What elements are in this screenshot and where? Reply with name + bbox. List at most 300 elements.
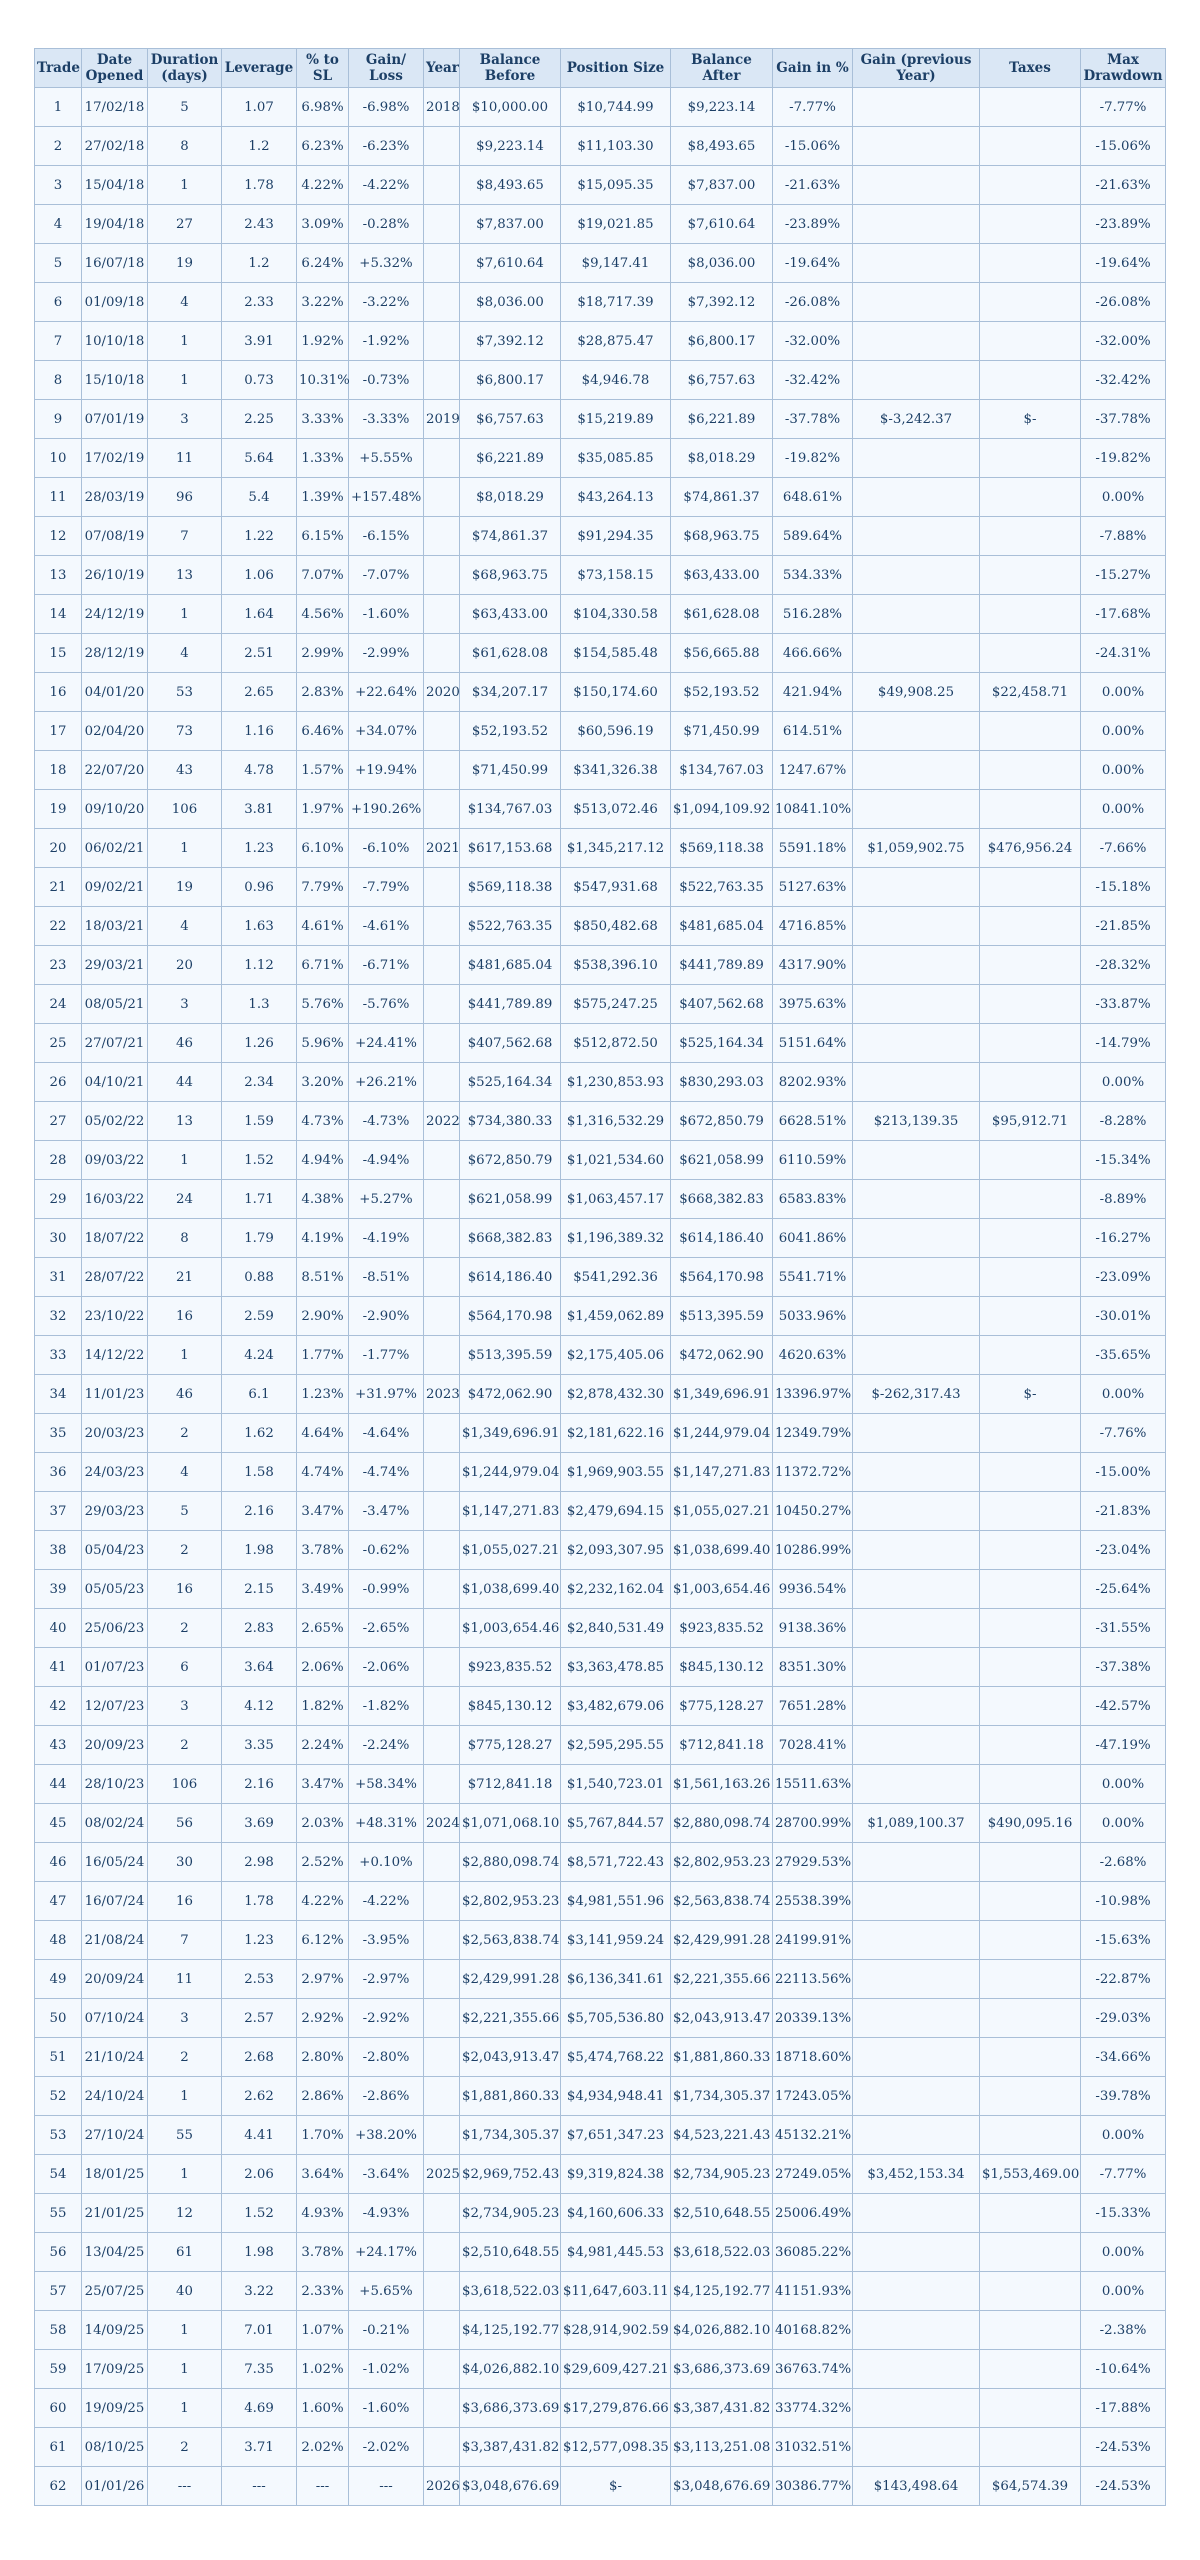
- cell-leverage: 1.64: [222, 595, 297, 634]
- cell-pct-to-sl: 2.33%: [297, 2272, 349, 2311]
- cell-gain-pct: -37.78%: [773, 400, 853, 439]
- cell-year: [424, 1843, 460, 1882]
- cell-leverage: 4.78: [222, 751, 297, 790]
- cell-position-size: $1,230,853.93: [561, 1063, 671, 1102]
- col-header-taxes: Taxes: [980, 49, 1081, 88]
- cell-year: 2026: [424, 2467, 460, 2506]
- table-row: [35, 1882, 1166, 1921]
- cell-gain-pct: 4317.90%: [773, 946, 853, 985]
- cell-gain-pct: 7028.41%: [773, 1726, 853, 1765]
- cell-position-size: $11,103.30: [561, 127, 671, 166]
- cell-balance-before: $1,071,068.10: [460, 1804, 561, 1843]
- col-header-position-size: Position Size: [561, 49, 671, 88]
- cell-date-opened: 09/03/22: [82, 1141, 148, 1180]
- cell-max-drawdown: -7.77%: [1081, 2155, 1166, 2194]
- cell-date-opened: 02/04/20: [82, 712, 148, 751]
- cell-gain-pct: 22113.56%: [773, 1960, 853, 1999]
- cell-max-drawdown: -15.27%: [1081, 556, 1166, 595]
- cell-leverage: 4.24: [222, 1336, 297, 1375]
- cell-leverage: 2.15: [222, 1570, 297, 1609]
- cell-max-drawdown: -33.87%: [1081, 985, 1166, 1024]
- cell-duration: 5: [148, 1492, 222, 1531]
- cell-gain-pct: 15511.63%: [773, 1765, 853, 1804]
- cell-pct-to-sl: 2.52%: [297, 1843, 349, 1882]
- cell-date-opened: 05/02/22: [82, 1102, 148, 1141]
- cell-gain-loss: -0.28%: [349, 205, 424, 244]
- cell-taxes: [980, 1921, 1081, 1960]
- cell-duration: 73: [148, 712, 222, 751]
- cell-gain-pct: 8202.93%: [773, 1063, 853, 1102]
- cell-balance-before: $923,835.52: [460, 1648, 561, 1687]
- cell-duration: 16: [148, 1570, 222, 1609]
- cell-gain-loss: -1.92%: [349, 322, 424, 361]
- table-row: [35, 2155, 1166, 2194]
- cell-gain-loss: +31.97%: [349, 1375, 424, 1414]
- cell-balance-before: $7,392.12: [460, 322, 561, 361]
- cell-gain-pct: -26.08%: [773, 283, 853, 322]
- cell-gain-prev-year: [853, 556, 980, 595]
- cell-gain-prev-year: [853, 868, 980, 907]
- cell-gain-prev-year: [853, 1258, 980, 1297]
- cell-taxes: [980, 1297, 1081, 1336]
- cell-pct-to-sl: 6.10%: [297, 829, 349, 868]
- cell-year: [424, 1531, 460, 1570]
- cell-leverage: 1.06: [222, 556, 297, 595]
- cell-max-drawdown: -15.06%: [1081, 127, 1166, 166]
- cell-taxes: [980, 1219, 1081, 1258]
- cell-leverage: 1.16: [222, 712, 297, 751]
- table-row: [35, 127, 1166, 166]
- cell-trade-number: 17: [35, 712, 82, 751]
- cell-gain-prev-year: $-262,317.43: [853, 1375, 980, 1414]
- cell-date-opened: 04/10/21: [82, 1063, 148, 1102]
- cell-balance-before: $2,880,098.74: [460, 1843, 561, 1882]
- cell-gain-loss: -3.64%: [349, 2155, 424, 2194]
- cell-max-drawdown: -17.88%: [1081, 2389, 1166, 2428]
- cell-gain-loss: -4.74%: [349, 1453, 424, 1492]
- cell-leverage: 2.53: [222, 1960, 297, 1999]
- cell-duration: 4: [148, 1453, 222, 1492]
- cell-gain-loss: +48.31%: [349, 1804, 424, 1843]
- cell-leverage: 3.81: [222, 790, 297, 829]
- table-row: [35, 1687, 1166, 1726]
- cell-gain-loss: +5.65%: [349, 2272, 424, 2311]
- cell-balance-before: $569,118.38: [460, 868, 561, 907]
- cell-gain-prev-year: [853, 361, 980, 400]
- cell-duration: 19: [148, 244, 222, 283]
- table-row: [35, 2311, 1166, 2350]
- cell-gain-loss: -6.23%: [349, 127, 424, 166]
- cell-balance-after: $522,763.35: [671, 868, 773, 907]
- cell-date-opened: 22/07/20: [82, 751, 148, 790]
- table-row: [35, 907, 1166, 946]
- cell-pct-to-sl: 2.80%: [297, 2038, 349, 2077]
- cell-pct-to-sl: 1.07%: [297, 2311, 349, 2350]
- cell-balance-before: $3,618,522.03: [460, 2272, 561, 2311]
- cell-leverage: 2.16: [222, 1492, 297, 1531]
- cell-leverage: 3.64: [222, 1648, 297, 1687]
- cell-gain-prev-year: [853, 205, 980, 244]
- cell-balance-before: $1,055,027.21: [460, 1531, 561, 1570]
- cell-year: [424, 1141, 460, 1180]
- cell-gain-prev-year: [853, 1882, 980, 1921]
- trade-table: [34, 48, 1166, 2506]
- cell-balance-before: $63,433.00: [460, 595, 561, 634]
- cell-position-size: $2,479,694.15: [561, 1492, 671, 1531]
- cell-date-opened: 16/03/22: [82, 1180, 148, 1219]
- cell-trade-number: 18: [35, 751, 82, 790]
- cell-position-size: $6,136,341.61: [561, 1960, 671, 1999]
- cell-gain-loss: +5.32%: [349, 244, 424, 283]
- cell-date-opened: 20/09/23: [82, 1726, 148, 1765]
- cell-pct-to-sl: 4.74%: [297, 1453, 349, 1492]
- cell-balance-after: $3,113,251.08: [671, 2428, 773, 2467]
- cell-leverage: 1.52: [222, 2194, 297, 2233]
- cell-position-size: $9,147.41: [561, 244, 671, 283]
- cell-date-opened: 04/01/20: [82, 673, 148, 712]
- table-row: [35, 517, 1166, 556]
- table-row: [35, 1921, 1166, 1960]
- cell-date-opened: 01/01/26: [82, 2467, 148, 2506]
- cell-taxes: [980, 166, 1081, 205]
- cell-trade-number: 32: [35, 1297, 82, 1336]
- cell-balance-before: $8,036.00: [460, 283, 561, 322]
- cell-trade-number: 23: [35, 946, 82, 985]
- table-row: [35, 751, 1166, 790]
- cell-gain-loss: -2.06%: [349, 1648, 424, 1687]
- cell-leverage: 3.22: [222, 2272, 297, 2311]
- cell-duration: 4: [148, 634, 222, 673]
- cell-taxes: [980, 712, 1081, 751]
- cell-taxes: [980, 2233, 1081, 2272]
- cell-gain-loss: +22.64%: [349, 673, 424, 712]
- cell-balance-after: $569,118.38: [671, 829, 773, 868]
- cell-gain-prev-year: [853, 478, 980, 517]
- cell-trade-number: 52: [35, 2077, 82, 2116]
- cell-balance-after: $712,841.18: [671, 1726, 773, 1765]
- cell-taxes: [980, 790, 1081, 829]
- cell-balance-before: $525,164.34: [460, 1063, 561, 1102]
- cell-duration: 2: [148, 1609, 222, 1648]
- cell-year: [424, 205, 460, 244]
- cell-leverage: 6.1: [222, 1375, 297, 1414]
- cell-gain-prev-year: [853, 2272, 980, 2311]
- cell-gain-prev-year: [853, 2350, 980, 2389]
- cell-trade-number: 12: [35, 517, 82, 556]
- cell-duration: 1: [148, 2155, 222, 2194]
- cell-trade-number: 36: [35, 1453, 82, 1492]
- cell-leverage: ---: [222, 2467, 297, 2506]
- cell-balance-after: $923,835.52: [671, 1609, 773, 1648]
- cell-gain-pct: 6583.83%: [773, 1180, 853, 1219]
- cell-trade-number: 26: [35, 1063, 82, 1102]
- cell-gain-pct: 33774.32%: [773, 2389, 853, 2428]
- table-row: [35, 2077, 1166, 2116]
- cell-year: [424, 244, 460, 283]
- cell-gain-pct: 11372.72%: [773, 1453, 853, 1492]
- cell-gain-prev-year: [853, 907, 980, 946]
- cell-trade-number: 22: [35, 907, 82, 946]
- cell-year: 2019: [424, 400, 460, 439]
- table-row: [35, 1609, 1166, 1648]
- cell-balance-after: $564,170.98: [671, 1258, 773, 1297]
- cell-leverage: 2.43: [222, 205, 297, 244]
- cell-leverage: 5.64: [222, 439, 297, 478]
- cell-trade-number: 33: [35, 1336, 82, 1375]
- cell-gain-prev-year: [853, 1921, 980, 1960]
- cell-date-opened: 14/09/25: [82, 2311, 148, 2350]
- table-row: [35, 322, 1166, 361]
- cell-balance-before: $68,963.75: [460, 556, 561, 595]
- table-row: [35, 1297, 1166, 1336]
- cell-max-drawdown: 0.00%: [1081, 2116, 1166, 2155]
- cell-trade-number: 47: [35, 1882, 82, 1921]
- cell-max-drawdown: -7.77%: [1081, 88, 1166, 127]
- table-row: [35, 478, 1166, 517]
- cell-date-opened: 18/03/21: [82, 907, 148, 946]
- cell-gain-loss: +26.21%: [349, 1063, 424, 1102]
- cell-position-size: $10,744.99: [561, 88, 671, 127]
- cell-gain-prev-year: [853, 1687, 980, 1726]
- cell-leverage: 1.23: [222, 829, 297, 868]
- cell-gain-pct: 45132.21%: [773, 2116, 853, 2155]
- table-row: [35, 2116, 1166, 2155]
- cell-duration: 20: [148, 946, 222, 985]
- cell-duration: 2: [148, 1414, 222, 1453]
- cell-taxes: [980, 1726, 1081, 1765]
- cell-duration: 1: [148, 2311, 222, 2350]
- cell-trade-number: 58: [35, 2311, 82, 2350]
- cell-gain-pct: 8351.30%: [773, 1648, 853, 1687]
- table-row: [35, 439, 1166, 478]
- cell-date-opened: 05/04/23: [82, 1531, 148, 1570]
- cell-gain-prev-year: $143,498.64: [853, 2467, 980, 2506]
- cell-gain-prev-year: [853, 2038, 980, 2077]
- cell-balance-after: $2,043,913.47: [671, 1999, 773, 2038]
- cell-balance-before: $1,349,696.91: [460, 1414, 561, 1453]
- cell-pct-to-sl: 6.71%: [297, 946, 349, 985]
- cell-gain-loss: ---: [349, 2467, 424, 2506]
- cell-duration: 96: [148, 478, 222, 517]
- cell-gain-prev-year: [853, 1492, 980, 1531]
- cell-max-drawdown: -15.34%: [1081, 1141, 1166, 1180]
- cell-balance-after: $2,429,991.28: [671, 1921, 773, 1960]
- cell-balance-before: $845,130.12: [460, 1687, 561, 1726]
- cell-date-opened: 29/03/21: [82, 946, 148, 985]
- cell-trade-number: 7: [35, 322, 82, 361]
- cell-balance-before: $775,128.27: [460, 1726, 561, 1765]
- cell-pct-to-sl: 4.22%: [297, 1882, 349, 1921]
- cell-gain-prev-year: [853, 283, 980, 322]
- cell-gain-pct: -19.82%: [773, 439, 853, 478]
- cell-year: [424, 946, 460, 985]
- cell-balance-after: $845,130.12: [671, 1648, 773, 1687]
- cell-pct-to-sl: 4.56%: [297, 595, 349, 634]
- cell-gain-prev-year: $1,059,902.75: [853, 829, 980, 868]
- cell-duration: 2: [148, 1531, 222, 1570]
- cell-gain-loss: +19.94%: [349, 751, 424, 790]
- cell-taxes: [980, 751, 1081, 790]
- cell-balance-after: $3,686,373.69: [671, 2350, 773, 2389]
- cell-gain-loss: -6.71%: [349, 946, 424, 985]
- cell-balance-before: $1,244,979.04: [460, 1453, 561, 1492]
- cell-max-drawdown: -15.63%: [1081, 1921, 1166, 1960]
- cell-date-opened: 28/12/19: [82, 634, 148, 673]
- cell-balance-before: $1,734,305.37: [460, 2116, 561, 2155]
- cell-year: [424, 1063, 460, 1102]
- cell-gain-pct: 24199.91%: [773, 1921, 853, 1960]
- cell-gain-pct: 6628.51%: [773, 1102, 853, 1141]
- cell-max-drawdown: 0.00%: [1081, 1375, 1166, 1414]
- cell-leverage: 1.59: [222, 1102, 297, 1141]
- cell-year: 2020: [424, 673, 460, 712]
- cell-balance-before: $513,395.59: [460, 1336, 561, 1375]
- cell-duration: 7: [148, 517, 222, 556]
- cell-leverage: 2.98: [222, 1843, 297, 1882]
- cell-leverage: 0.96: [222, 868, 297, 907]
- cell-balance-after: $61,628.08: [671, 595, 773, 634]
- cell-gain-prev-year: [853, 2194, 980, 2233]
- cell-gain-pct: 9138.36%: [773, 1609, 853, 1648]
- cell-leverage: 4.12: [222, 1687, 297, 1726]
- cell-year: [424, 2233, 460, 2272]
- cell-balance-after: $2,802,953.23: [671, 1843, 773, 1882]
- cell-trade-number: 5: [35, 244, 82, 283]
- cell-date-opened: 06/02/21: [82, 829, 148, 868]
- cell-gain-pct: 5127.63%: [773, 868, 853, 907]
- cell-duration: 19: [148, 868, 222, 907]
- cell-position-size: $2,840,531.49: [561, 1609, 671, 1648]
- cell-leverage: 0.73: [222, 361, 297, 400]
- cell-balance-before: $1,038,699.40: [460, 1570, 561, 1609]
- table-row: [35, 2428, 1166, 2467]
- cell-trade-number: 16: [35, 673, 82, 712]
- cell-pct-to-sl: 2.06%: [297, 1648, 349, 1687]
- cell-date-opened: 20/03/23: [82, 1414, 148, 1453]
- cell-gain-prev-year: [853, 2077, 980, 2116]
- cell-gain-prev-year: [853, 244, 980, 283]
- cell-year: 2025: [424, 2155, 460, 2194]
- cell-duration: 1: [148, 361, 222, 400]
- table-row: [35, 1258, 1166, 1297]
- cell-gain-pct: 41151.93%: [773, 2272, 853, 2311]
- cell-pct-to-sl: 1.23%: [297, 1375, 349, 1414]
- cell-year: [424, 2116, 460, 2155]
- cell-max-drawdown: -17.68%: [1081, 595, 1166, 634]
- cell-date-opened: 27/02/18: [82, 127, 148, 166]
- cell-duration: 24: [148, 1180, 222, 1219]
- cell-balance-after: $1,244,979.04: [671, 1414, 773, 1453]
- cell-max-drawdown: -24.53%: [1081, 2428, 1166, 2467]
- table-row: [35, 985, 1166, 1024]
- cell-taxes: [980, 868, 1081, 907]
- cell-gain-prev-year: [853, 166, 980, 205]
- cell-trade-number: 30: [35, 1219, 82, 1258]
- cell-year: [424, 1648, 460, 1687]
- cell-duration: 106: [148, 790, 222, 829]
- cell-balance-before: $6,800.17: [460, 361, 561, 400]
- cell-date-opened: 28/03/19: [82, 478, 148, 517]
- cell-max-drawdown: 0.00%: [1081, 1765, 1166, 1804]
- cell-pct-to-sl: 2.99%: [297, 634, 349, 673]
- cell-balance-after: $668,382.83: [671, 1180, 773, 1219]
- cell-gain-prev-year: [853, 127, 980, 166]
- cell-pct-to-sl: 3.49%: [297, 1570, 349, 1609]
- cell-gain-pct: 25538.39%: [773, 1882, 853, 1921]
- cell-gain-prev-year: [853, 985, 980, 1024]
- cell-taxes: [980, 634, 1081, 673]
- cell-date-opened: 25/06/23: [82, 1609, 148, 1648]
- cell-pct-to-sl: 4.93%: [297, 2194, 349, 2233]
- cell-position-size: $5,474,768.22: [561, 2038, 671, 2077]
- cell-max-drawdown: -7.76%: [1081, 1414, 1166, 1453]
- cell-trade-number: 44: [35, 1765, 82, 1804]
- cell-gain-pct: 28700.99%: [773, 1804, 853, 1843]
- cell-pct-to-sl: 6.46%: [297, 712, 349, 751]
- cell-taxes: $476,956.24: [980, 829, 1081, 868]
- col-header-max-drawdown: Max Drawdown: [1081, 49, 1166, 88]
- cell-balance-before: $9,223.14: [460, 127, 561, 166]
- cell-trade-number: 24: [35, 985, 82, 1024]
- cell-gain-loss: +0.10%: [349, 1843, 424, 1882]
- cell-leverage: 2.34: [222, 1063, 297, 1102]
- cell-balance-after: $1,881,860.33: [671, 2038, 773, 2077]
- table-row: [35, 673, 1166, 712]
- cell-leverage: 3.71: [222, 2428, 297, 2467]
- cell-gain-pct: -32.00%: [773, 322, 853, 361]
- cell-date-opened: 24/03/23: [82, 1453, 148, 1492]
- cell-gain-pct: -19.64%: [773, 244, 853, 283]
- cell-position-size: $150,174.60: [561, 673, 671, 712]
- cell-trade-number: 56: [35, 2233, 82, 2272]
- cell-taxes: [980, 1063, 1081, 1102]
- cell-gain-loss: -1.60%: [349, 2389, 424, 2428]
- cell-position-size: $1,969,903.55: [561, 1453, 671, 1492]
- cell-pct-to-sl: 7.07%: [297, 556, 349, 595]
- cell-trade-number: 53: [35, 2116, 82, 2155]
- cell-duration: 1: [148, 1336, 222, 1375]
- cell-date-opened: 08/05/21: [82, 985, 148, 1024]
- cell-taxes: [980, 2311, 1081, 2350]
- cell-year: [424, 1453, 460, 1492]
- table-row: [35, 556, 1166, 595]
- cell-position-size: $1,063,457.17: [561, 1180, 671, 1219]
- cell-leverage: 1.12: [222, 946, 297, 985]
- cell-date-opened: 21/01/25: [82, 2194, 148, 2233]
- cell-gain-pct: 10841.10%: [773, 790, 853, 829]
- cell-duration: 4: [148, 283, 222, 322]
- cell-balance-before: $4,026,882.10: [460, 2350, 561, 2389]
- col-header-pct-to-sl: % to SL: [297, 49, 349, 88]
- cell-date-opened: 20/09/24: [82, 1960, 148, 1999]
- cell-trade-number: 61: [35, 2428, 82, 2467]
- cell-gain-loss: -6.98%: [349, 88, 424, 127]
- cell-leverage: 1.22: [222, 517, 297, 556]
- cell-balance-before: $3,686,373.69: [460, 2389, 561, 2428]
- cell-gain-loss: -4.73%: [349, 1102, 424, 1141]
- cell-trade-number: 40: [35, 1609, 82, 1648]
- cell-trade-number: 57: [35, 2272, 82, 2311]
- cell-gain-loss: -2.80%: [349, 2038, 424, 2077]
- cell-taxes: [980, 1453, 1081, 1492]
- cell-year: [424, 1999, 460, 2038]
- cell-max-drawdown: -16.27%: [1081, 1219, 1166, 1258]
- cell-taxes: [980, 556, 1081, 595]
- cell-year: [424, 2194, 460, 2233]
- cell-gain-prev-year: [853, 1726, 980, 1765]
- cell-date-opened: 29/03/23: [82, 1492, 148, 1531]
- cell-balance-after: $2,221,355.66: [671, 1960, 773, 1999]
